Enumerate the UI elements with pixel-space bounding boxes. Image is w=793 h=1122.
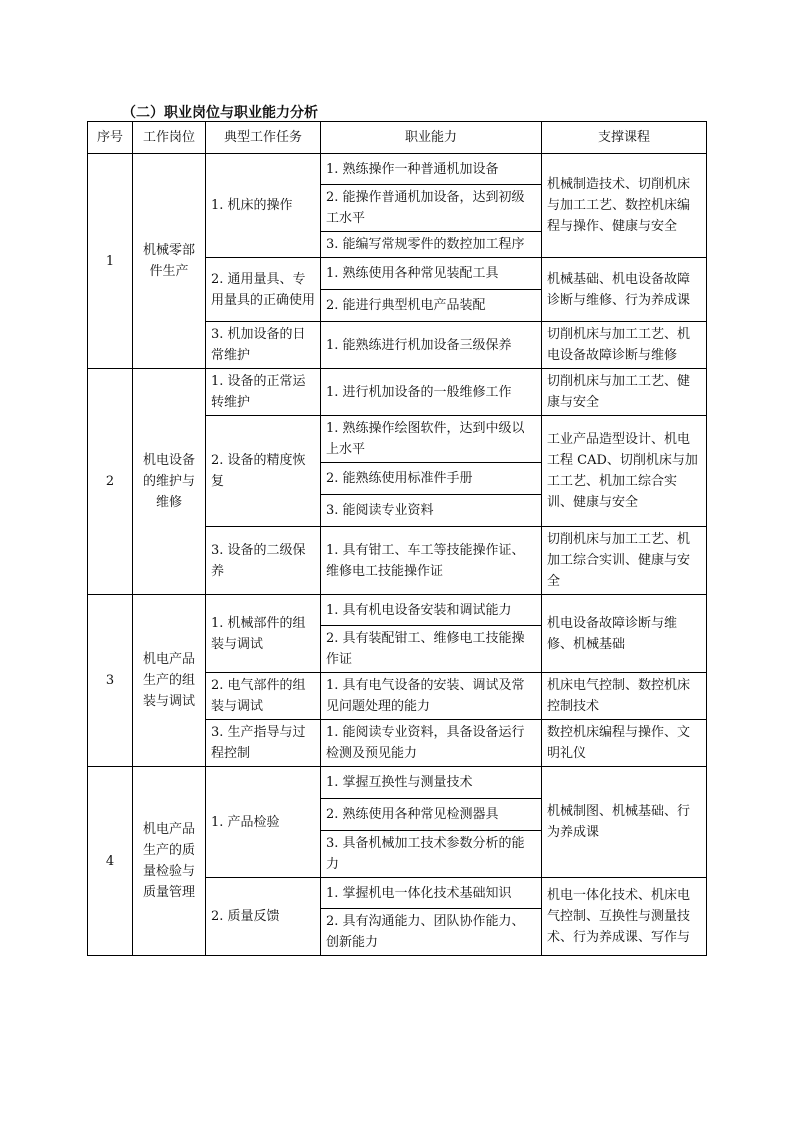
ability-cell: 2. 熟练使用各种常见检测器具 — [321, 799, 542, 831]
ability-cell: 2. 能操作普通机加设备，达到初级工水平 — [321, 185, 542, 232]
ability-cell: 2. 具有装配钳工、维修电工技能操作证 — [321, 626, 542, 673]
table-header-row — [88, 122, 707, 154]
post-cell: 机电产品生产的组装与调试 — [133, 595, 206, 767]
task-cell: 2. 设备的精度恢复 — [206, 416, 321, 527]
task-cell: 2. 电气部件的组装与调试 — [206, 673, 321, 720]
course-cell: 切削机床与加工工艺、机加工综合实训、健康与安全 — [542, 527, 707, 595]
course-cell: 机电一体化技术、机床电气控制、互换性与测量技术、行为养成课、写作与 — [542, 878, 707, 956]
ability-cell: 1. 熟练操作绘图软件，达到中级以上水平 — [321, 416, 542, 463]
ability-cell: 1. 能阅读专业资料，具备设备运行检测及预见能力 — [321, 720, 542, 767]
task-cell: 3. 生产指导与过程控制 — [206, 720, 321, 767]
ability-cell: 1. 进行机加设备的一般维修工作 — [321, 369, 542, 416]
task-cell: 2. 通用量具、专用量具的正确使用 — [206, 258, 321, 322]
post-cell: 机械零部件生产 — [133, 154, 206, 369]
course-cell: 切削机床与加工工艺、健康与安全 — [542, 369, 707, 416]
course-cell: 机械基础、机电设备故障诊断与维修、行为养成课 — [542, 258, 707, 322]
header-course: 支撑课程 — [542, 122, 707, 154]
seq-cell: 4 — [88, 767, 133, 956]
ability-cell: 1. 具有电气设备的安装、调试及常见问题处理的能力 — [321, 673, 542, 720]
task-cell: 3. 机加设备的日常维护 — [206, 322, 321, 369]
course-cell: 数控机床编程与操作、文明礼仪 — [542, 720, 707, 767]
course-cell: 工业产品造型设计、机电工程 CAD、切削机床与加工工艺、机加工综合实训、健康与安全 — [542, 416, 707, 527]
post-cell: 机电设备的维护与维修 — [133, 369, 206, 595]
seq-cell: 2 — [88, 369, 133, 595]
course-cell: 机电设备故障诊断与维修、机械基础 — [542, 595, 707, 673]
course-cell: 机床电气控制、数控机床控制技术 — [542, 673, 707, 720]
header-post: 工作岗位 — [133, 122, 206, 154]
ability-cell: 1. 掌握机电一体化技术基础知识 — [321, 878, 542, 909]
course-cell: 机械制图、机械基础、行为养成课 — [542, 767, 707, 878]
ability-cell: 1. 掌握互换性与测量技术 — [321, 767, 542, 799]
seq-cell: 3 — [88, 595, 133, 767]
table-row — [88, 154, 707, 185]
task-cell: 1. 机械部件的组装与调试 — [206, 595, 321, 673]
ability-cell: 1. 具有钳工、车工等技能操作证、维修电工技能操作证 — [321, 527, 542, 595]
task-cell: 1. 产品检验 — [206, 767, 321, 878]
ability-analysis-table — [87, 121, 707, 956]
task-cell: 1. 机床的操作 — [206, 154, 321, 258]
ability-cell: 3. 具备机械加工技术参数分析的能力 — [321, 831, 542, 878]
header-ability: 职业能力 — [321, 122, 542, 154]
task-cell: 1. 设备的正常运转维护 — [206, 369, 321, 416]
post-cell: 机电产品生产的质量检验与质量管理 — [133, 767, 206, 956]
ability-cell: 1. 能熟练进行机加设备三级保养 — [321, 322, 542, 369]
seq-cell: 1 — [88, 154, 133, 369]
ability-cell: 2. 具有沟通能力、团队协作能力、创新能力 — [321, 909, 542, 956]
ability-cell: 3. 能阅读专业资料 — [321, 495, 542, 527]
task-cell: 2. 质量反馈 — [206, 878, 321, 956]
header-task: 典型工作任务 — [206, 122, 321, 154]
ability-cell: 1. 熟练操作一种普通机加设备 — [321, 154, 542, 185]
section-heading: （二）职业岗位与职业能力分析 — [122, 105, 318, 121]
header-seq: 序号 — [88, 122, 133, 154]
ability-cell: 1. 具有机电设备安装和调试能力 — [321, 595, 542, 626]
ability-cell: 3. 能编写常规零件的数控加工程序 — [321, 232, 542, 258]
table-row — [88, 767, 707, 799]
course-cell: 机械制造技术、切削机床与加工工艺、数控机床编程与操作、健康与安全 — [542, 154, 707, 258]
table-row — [88, 369, 707, 416]
ability-cell: 2. 能熟练使用标准件手册 — [321, 463, 542, 495]
task-cell: 3. 设备的二级保养 — [206, 527, 321, 595]
ability-cell: 1. 熟练使用各种常见装配工具 — [321, 258, 542, 290]
course-cell: 切削机床与加工工艺、机电设备故障诊断与维修 — [542, 322, 707, 369]
ability-cell: 2. 能进行典型机电产品装配 — [321, 290, 542, 322]
table-row — [88, 595, 707, 626]
